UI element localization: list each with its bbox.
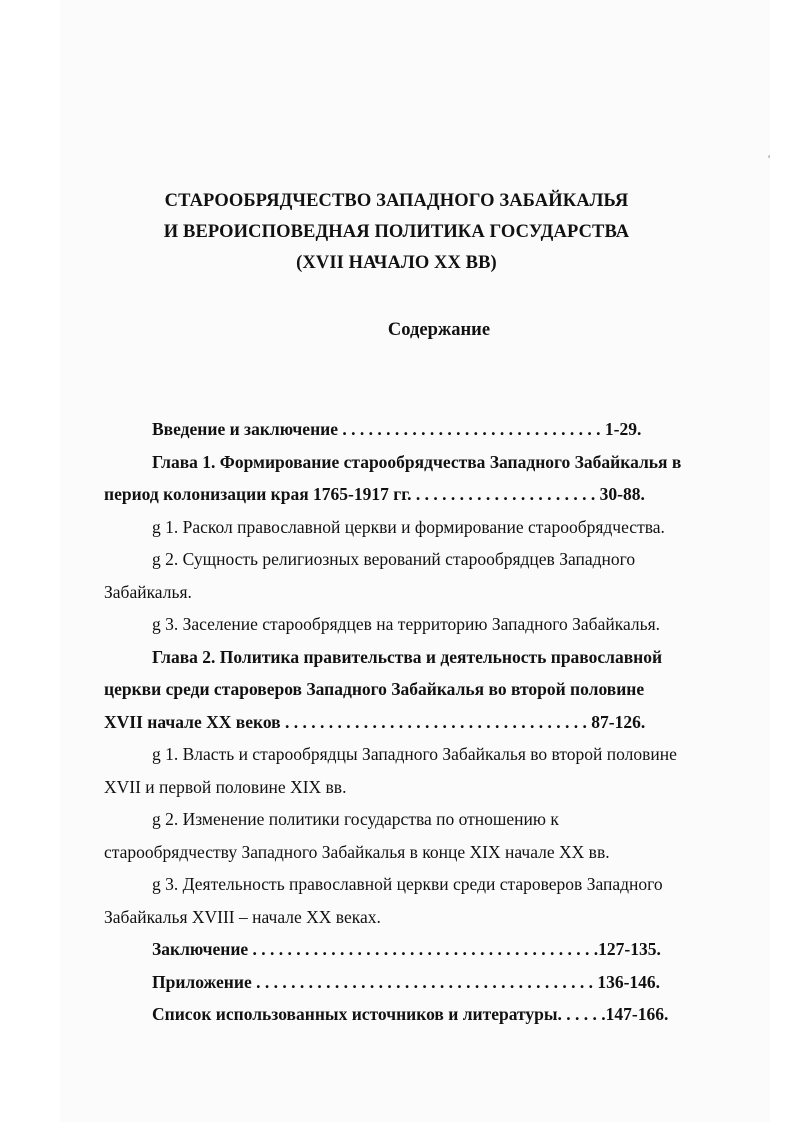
toc-entry-chapter2-line2: церкви среди староверов Западного Забайкалья во второй половине (104, 679, 645, 699)
title-line-3: (XVII НАЧАЛО XX ВВ) (296, 253, 497, 273)
toc-entry-chapter2-line3: XVII начале XX веков . . . . . . . . . . . . . . . . . . . . . . . . . . . . . . . . . . . 87-126. (104, 711, 646, 732)
toc-entry-section-2-2-line1: g 2. Изменение политики государства по отношению к (152, 809, 559, 829)
toc-entry-section-2-2-line2: старообрядчеству Западного Забайкалья в конце XIX начале XX вв. (104, 841, 610, 862)
toc-entry-conclusion: Заключение . . . . . . . . . . . . . . . . . . . . . . . . . . . . . . . . . . . . . . . .127-135. (152, 939, 661, 959)
contents-heading: Содержание (387, 320, 491, 340)
title-line-1: СТАРООБРЯДЧЕСТВО ЗАПАДНОГО ЗАБАЙКАЛЬЯ (164, 191, 629, 211)
toc-entry-section-2-3-line2: Забайкалья XVIII – начале XX веках. (104, 906, 381, 927)
toc-entry-appendix: Приложение . . . . . . . . . . . . . . . . . . . . . . . . . . . . . . . . . . . . . . . 136-146. (152, 971, 661, 992)
toc-entry-intro: Введение и заключение . . . . . . . . . . . . . . . . . . . . . . . . . . . . . . 1-29. (152, 419, 642, 439)
toc-entry-section-2-1-line2: XVII и первой половине XIX вв. (104, 776, 347, 797)
table-of-contents (104, 413, 728, 1031)
margin-mark: ' (768, 152, 771, 166)
toc-entry-section-1-2-line2: Забайкалья. (104, 581, 192, 602)
toc-entry-chapter1-line2: период колонизации края 1765-1917 гг. . . . . . . . . . . . . . . . . . . . . . 30-88. (104, 484, 645, 504)
toc-entry-chapter2-line1: Глава 2. Политика правительства и деятельность православной (152, 646, 663, 667)
toc-entry-section-2-1-line1: g 1. Власть и старообрядцы Западного Забайкалья во второй половине (152, 744, 677, 764)
toc-entry-section-2-3-line1: g 3. Деятельность православной церкви среди староверов Западного (152, 874, 663, 894)
toc-entry-section-1-2-line1: g 2. Сущность религиозных верований старообрядцев Западного (152, 549, 636, 569)
title-line-2: И ВЕРОИСПОВЕДНАЯ ПОЛИТИКА ГОСУДАРСТВА (163, 222, 630, 242)
toc-entry-sources: Список использованных источников и литературы. . . . . .147-166. (152, 1004, 669, 1024)
toc-entry-chapter1-line1: Глава 1. Формирование старообрядчества Западного Забайкалья в (152, 451, 682, 472)
toc-entry-section-1-3: g 3. Заселение старообрядцев на территорию Западного Забайкалья. (152, 614, 661, 634)
document-title (0, 186, 793, 279)
toc-entry-section-1-1: g 1. Раскол православной церкви и формирование старообрядчества. (152, 516, 665, 537)
